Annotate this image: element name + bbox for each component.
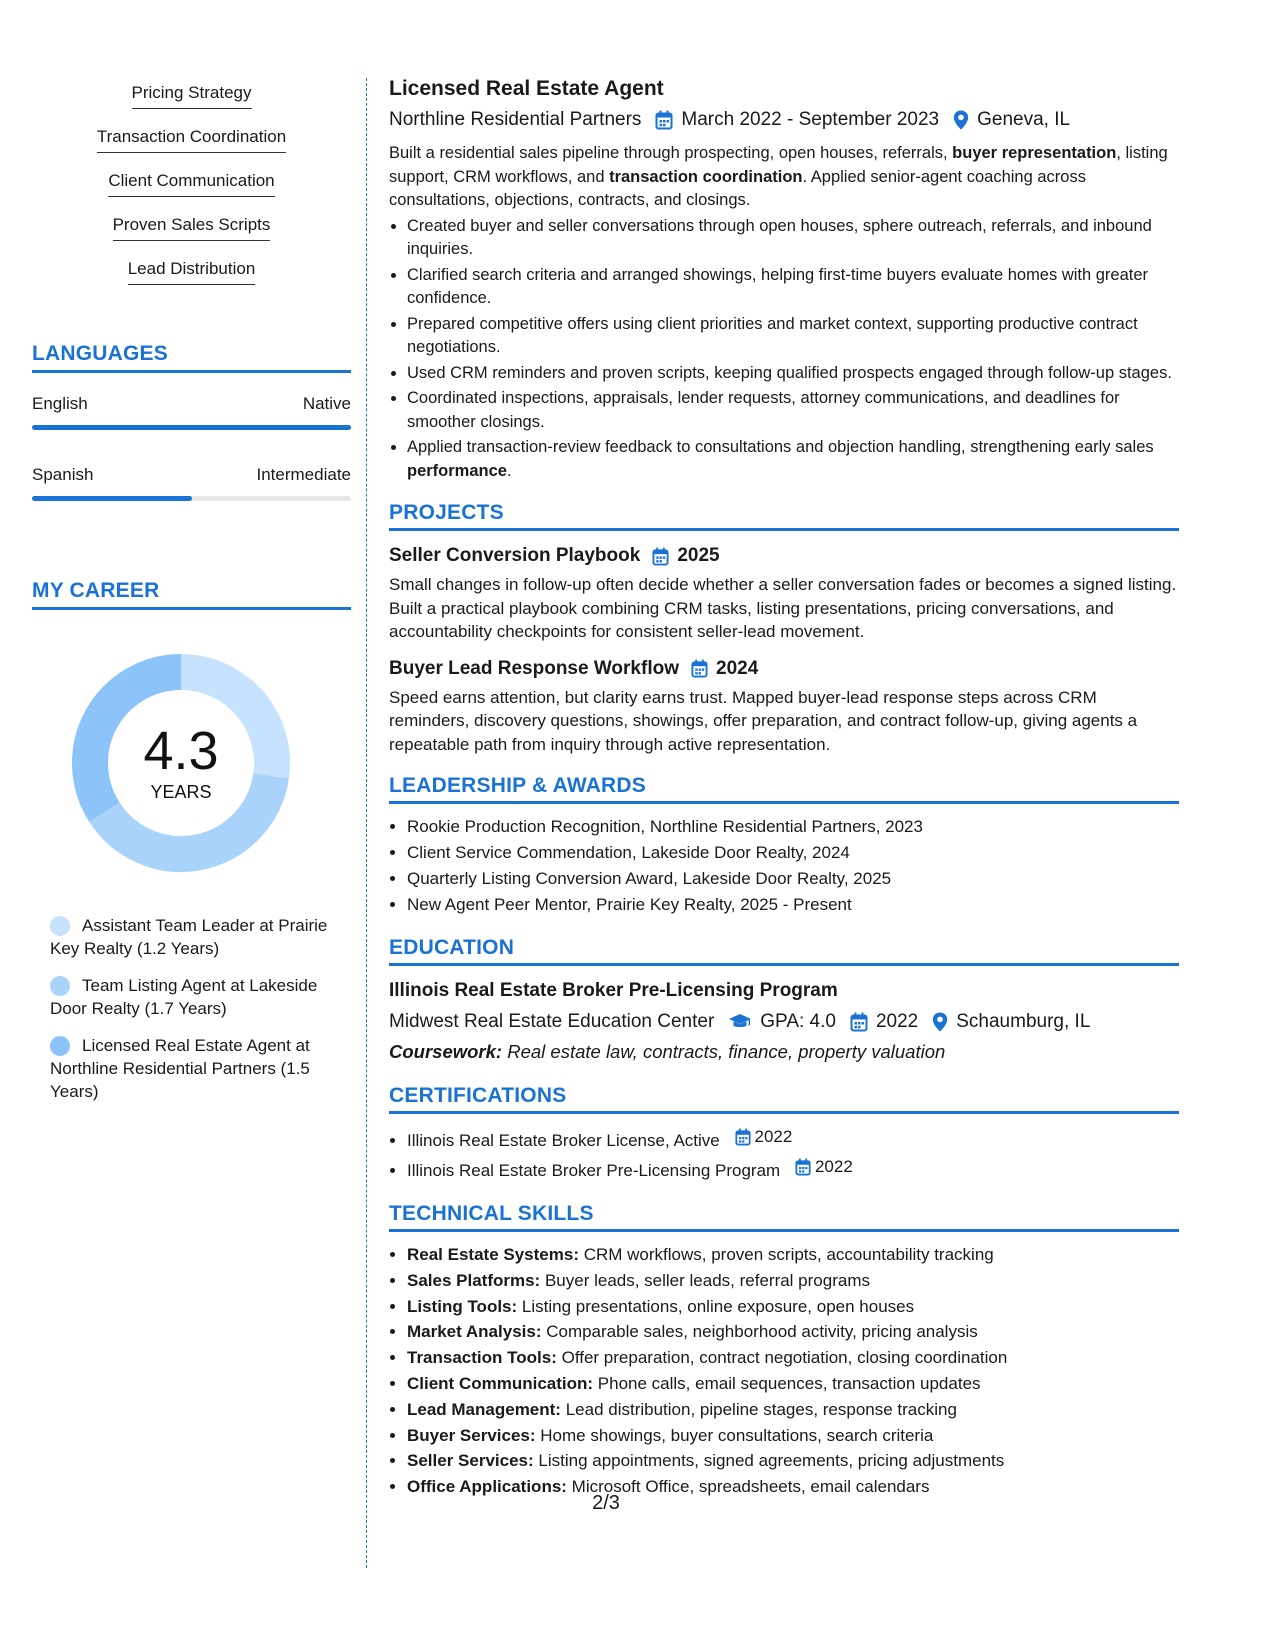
coursework: Coursework: Real estate law, contracts, finance, property valuation	[389, 1041, 946, 1062]
map-pin-icon	[932, 1012, 948, 1032]
skill-tag: Lead Distribution	[128, 256, 256, 285]
projects-section	[389, 501, 1179, 756]
language-bar-fill	[32, 496, 192, 501]
certifications-heading: CERTIFICATIONS	[389, 1084, 1179, 1114]
leadership-item: • Quarterly Listing Conversion Award, Lakeside Door Realty, 2025	[407, 866, 1179, 892]
legend-dot-icon	[50, 1036, 70, 1056]
project-year: 2024	[716, 657, 759, 679]
skill-tag: Transaction Coordination	[97, 124, 286, 153]
languages-heading: LANGUAGES	[32, 342, 351, 373]
job-bullet: • Created buyer and seller conversations through open houses, sphere outreach, referrals, and inbound inquiries.	[407, 215, 1179, 262]
project-title	[389, 656, 1179, 682]
career-legend-label: Team Listing Agent at Lakeside Door Realty (1.7 Years)	[50, 976, 318, 1018]
language-row	[32, 464, 351, 501]
job-location: Geneva, IL	[977, 109, 1071, 130]
school-name: Midwest Real Estate Education Center	[389, 1011, 715, 1032]
job-bullet: • Used CRM reminders and proven scripts, keeping qualified prospects engaged through follow-up stages.	[407, 362, 1179, 386]
career-legend	[32, 914, 351, 1103]
certification-item: • Illinois Real Estate Broker Pre-Licensing Program 2022	[407, 1154, 1179, 1184]
language-name: Spanish	[32, 465, 94, 484]
skill-item: • Seller Services: Listing appointments, signed agreements, pricing adjustments	[407, 1448, 1179, 1474]
skill-tag: Client Communication	[108, 168, 274, 197]
education-gpa: GPA: 4.0	[760, 1011, 836, 1032]
skill-tag: Proven Sales Scripts	[113, 212, 271, 241]
career-total-value: 4.3	[143, 721, 219, 781]
education-location: Schaumburg, IL	[956, 1011, 1091, 1032]
certification-item: • Illinois Real Estate Broker License, Active 2022	[407, 1124, 1179, 1154]
calendar-icon	[735, 1128, 751, 1146]
career-legend-item	[50, 974, 351, 1020]
career-donut-chart	[66, 648, 296, 878]
graduation-cap-icon	[728, 1013, 752, 1031]
language-row	[32, 393, 351, 430]
skill-item: • Client Communication: Phone calls, email sequences, transaction updates	[407, 1371, 1179, 1397]
language-bar-fill	[32, 425, 351, 430]
career-legend-item	[50, 1034, 351, 1103]
skill-tag: Pricing Strategy	[132, 80, 252, 109]
education-year: 2022	[875, 1011, 919, 1032]
project-title	[389, 543, 1179, 569]
job-bullet: • Clarified search criteria and arranged showings, helping first-time buyers evaluate homes with greater confidence.	[407, 264, 1179, 311]
leadership-list	[389, 814, 1179, 918]
leadership-heading: LEADERSHIP & AWARDS	[389, 774, 1179, 804]
career-legend-label: Licensed Real Estate Agent at Northline Residential Partners (1.5 Years)	[50, 1036, 310, 1101]
certifications-list	[389, 1124, 1179, 1184]
skill-item: • Market Analysis: Comparable sales, neighborhood activity, pricing analysis	[407, 1319, 1179, 1345]
education-program: Illinois Real Estate Broker Pre-Licensing Program	[389, 980, 838, 1001]
skill-item: • Transaction Tools: Offer preparation, contract negotiation, closing coordination	[407, 1345, 1179, 1371]
calendar-icon	[652, 547, 669, 566]
career-legend-label: Assistant Team Leader at Prairie Key Realty (1.2 Years)	[50, 916, 328, 958]
job-summary: Built a residential sales pipeline through prospecting, open houses, referrals, buyer representation, listing support, CRM workflows, and transaction coordination. Applied senior-agent coaching across consultations, objections, contracts, and closings.	[389, 144, 1168, 209]
page-number: 2/3	[592, 1492, 620, 1514]
project-description: Small changes in follow-up often decide whether a seller conversation fades or becomes a signed listing. Built a practical playbook combining CRM tasks, listing presentations, pricing conversations, and accountability checkpoints for consistent seller-lead movement.	[389, 575, 1177, 641]
skill-item: • Buyer Services: Home showings, buyer consultations, search criteria	[407, 1423, 1179, 1449]
language-bar	[32, 425, 351, 430]
skill-item: • Office Applications: Microsoft Office, spreadsheets, email calendars	[407, 1474, 1179, 1500]
leadership-item: • Client Service Commendation, Lakeside Door Realty, 2024	[407, 840, 1179, 866]
certification-year: 2022	[814, 1157, 853, 1176]
experience-section	[389, 76, 1179, 483]
job-bullet: • Prepared competitive offers using client priorities and market context, supporting productive contract negotiations.	[407, 313, 1179, 360]
job-title: Licensed Real Estate Agent	[389, 77, 664, 100]
job-meta	[389, 106, 1179, 134]
calendar-icon	[850, 1012, 868, 1032]
legend-dot-icon	[50, 976, 70, 996]
company: Northline Residential Partners	[389, 109, 642, 130]
language-bar	[32, 496, 351, 501]
job-bullets	[389, 215, 1179, 484]
language-name: English	[32, 394, 88, 413]
sidebar	[32, 80, 351, 1117]
language-level: Native	[302, 394, 351, 413]
skills-list	[389, 1242, 1179, 1500]
project-name: Buyer Lead Response Workflow	[389, 657, 679, 679]
calendar-icon	[655, 110, 673, 130]
calendar-icon	[795, 1158, 811, 1176]
project-year: 2025	[677, 545, 720, 566]
skill-item: • Sales Platforms: Buyer leads, seller leads, referral programs	[407, 1268, 1179, 1294]
leadership-section	[389, 774, 1179, 918]
certifications-section	[389, 1084, 1179, 1184]
calendar-icon	[691, 659, 708, 678]
leadership-item: • New Agent Peer Mentor, Prairie Key Realty, 2025 - Present	[407, 892, 1179, 918]
career-total-unit: YEARS	[150, 782, 212, 802]
skill-item: • Lead Management: Lead distribution, pipeline stages, response tracking	[407, 1397, 1179, 1423]
job-dates: March 2022 - September 2023	[681, 109, 940, 130]
career-legend-item	[50, 914, 351, 960]
skills-heading: TECHNICAL SKILLS	[389, 1202, 1179, 1232]
skill-item: • Real Estate Systems: CRM workflows, proven scripts, accountability tracking	[407, 1242, 1179, 1268]
skills-section	[389, 1202, 1179, 1500]
projects-heading: PROJECTS	[389, 501, 1179, 531]
certification-year: 2022	[754, 1127, 793, 1146]
education-section	[389, 936, 1179, 1066]
main-content	[389, 76, 1179, 1500]
job-bullet: • Coordinated inspections, appraisals, lender requests, attorney communications, and deadlines for smoother closings.	[407, 387, 1179, 434]
project-name: Seller Conversion Playbook	[389, 545, 641, 566]
project-description: Speed earns attention, but clarity earns trust. Mapped buyer-lead response steps across CRM reminders, discovery questions, showings, offer preparation, and contract follow-up, giving agents a repeatable path from inquiry through active representation.	[389, 687, 1138, 754]
education-meta	[389, 1008, 1179, 1036]
column-divider	[366, 78, 367, 1568]
language-level: Intermediate	[256, 465, 351, 484]
job-bullet: • Applied transaction-review feedback to consultations and objection handling, strengthening early sales performance.	[407, 436, 1179, 483]
map-pin-icon	[953, 110, 969, 130]
skill-tags	[32, 80, 351, 300]
career-heading: MY CAREER	[32, 579, 351, 610]
skill-item: • Listing Tools: Listing presentations, online exposure, open houses	[407, 1294, 1179, 1320]
legend-dot-icon	[50, 916, 70, 936]
leadership-item: • Rookie Production Recognition, Northline Residential Partners, 2023	[407, 814, 1179, 840]
education-heading: EDUCATION	[389, 936, 1179, 966]
